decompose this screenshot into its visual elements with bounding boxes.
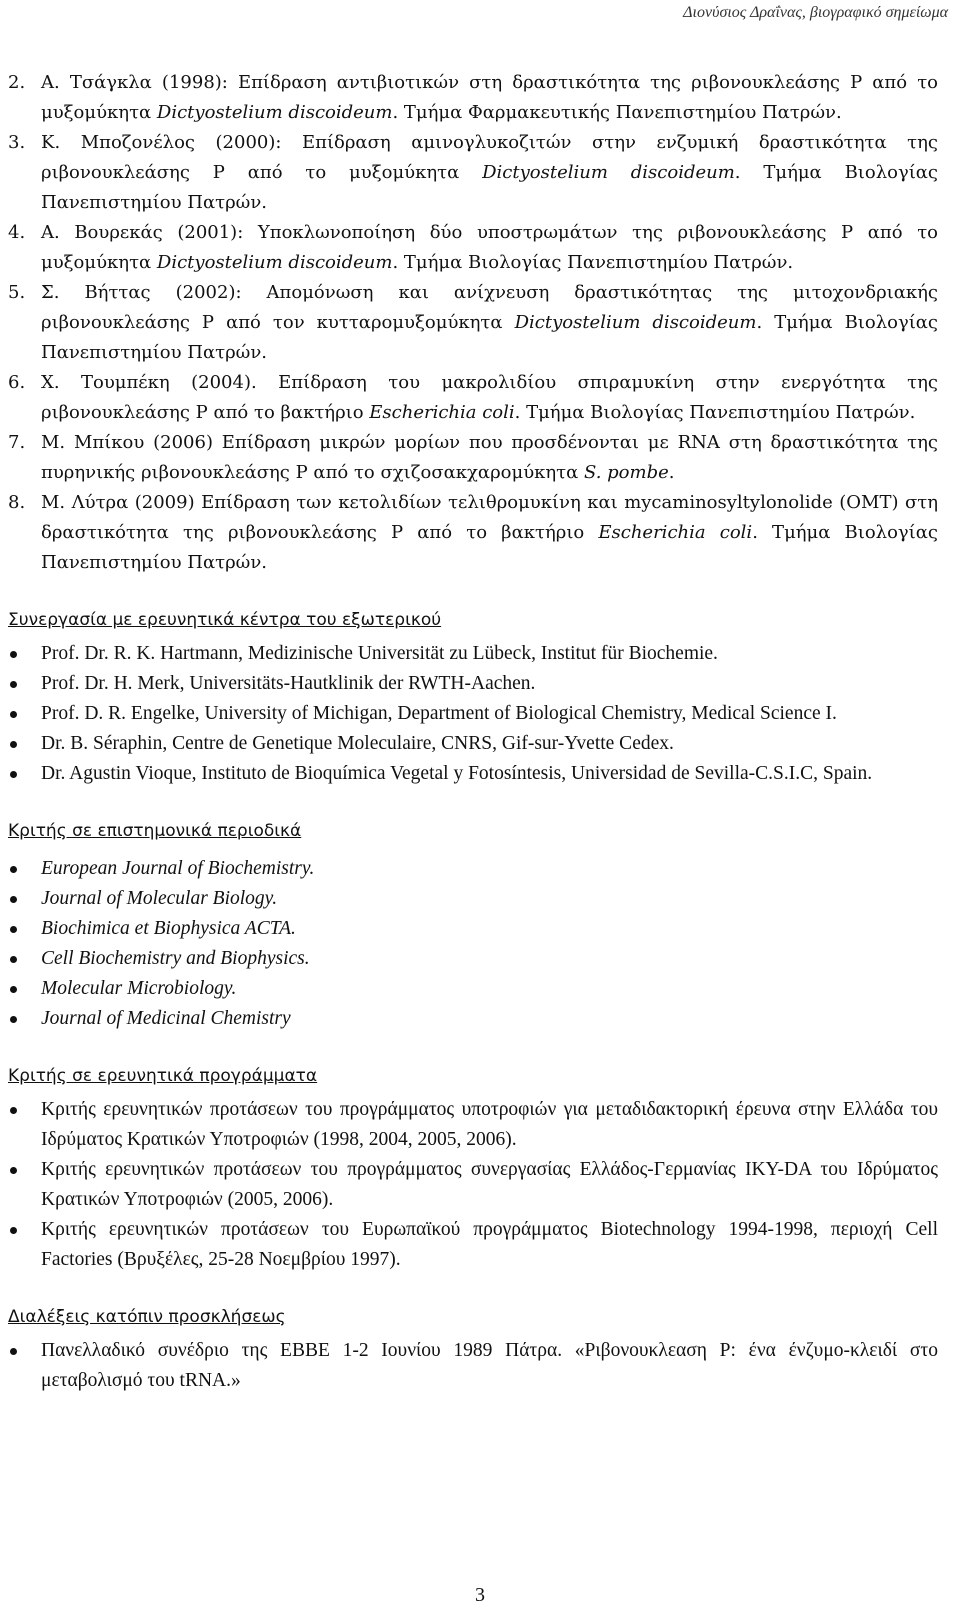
bullet-icon xyxy=(10,1348,17,1355)
bullet-icon xyxy=(10,866,17,873)
lectures-heading: Διαλέξεις κατόπιν προσκλήσεως xyxy=(8,1307,286,1327)
thesis-item-6: 6. Χ. Τουμπέκη (2004). Επίδραση του μακρολιδίου σπιραμυκίνη στην ενεργότητα της ριβονουκλεάσης P από το βακτήριο Escherichia coli. Τμήμα Βιολογίας Πανεπιστημίου Πατρών. xyxy=(8,368,938,428)
programs-list xyxy=(8,1095,938,1275)
journal-item: Cell Biochemistry and Biophysics. xyxy=(8,944,938,974)
bullet-icon xyxy=(10,926,17,933)
collaboration-item: Prof. D. R. Engelke, University of Michigan, Department of Biological Chemistry, Medical Science I. xyxy=(8,699,938,729)
program-item: Κριτής ερευνητικών προτάσεων του Ευρωπαϊκού προγράμματος Biotechnology 1994-1998, περιοχή Cell Factories (Βρυξέλες, 25-28 Νοεμβρίου 1997). xyxy=(8,1215,938,1275)
collaboration-item: Dr. B. Séraphin, Centre de Genetique Moleculaire, CNRS, Gif-sur-Yvette Cedex. xyxy=(8,729,938,759)
bullet-icon xyxy=(10,896,17,903)
bullet-icon xyxy=(10,741,17,748)
thesis-number: 3. xyxy=(8,132,26,153)
journal-item: Journal of Molecular Biology. xyxy=(8,884,938,914)
bullet-icon xyxy=(10,711,17,718)
bullet-icon xyxy=(10,1167,17,1174)
thesis-item-7: 7. Μ. Μπίκου (2006) Επίδραση μικρών μορίων που προσδένονται με RNA στη δραστικότητα της πυρηνικής ριβονουκλεάσης P από το σχιζοσακχαρομύκητα S. pombe. xyxy=(8,428,938,488)
thesis-item-5: 5. Σ. Βήττας (2002): Απομόνωση και ανίχνευση δραστικότητας της μιτοχονδριακής ριβονουκλεάσης P από τον κυτταρομυξομύκητα Dictyostelium discoideum. Τμήμα Βιολογίας Πανεπιστημίου Πατρών. xyxy=(8,278,938,368)
thesis-item-4: 4. Α. Βουρεκάς (2001): Υποκλωνοποίηση δύο υποστρωμάτων της ριβονουκλεάσης P από το μυξομύκητα Dictyostelium discoideum. Τμήμα Βιολογίας Πανεπιστημίου Πατρών. xyxy=(8,218,938,278)
journal-item: Molecular Microbiology. xyxy=(8,974,938,1004)
bullet-icon xyxy=(10,771,17,778)
thesis-number: 2. xyxy=(8,72,26,93)
lectures-list xyxy=(8,1336,938,1396)
bullet-icon xyxy=(10,1016,17,1023)
journal-item: Biochimica et Biophysica ACTA. xyxy=(8,914,938,944)
collaboration-item: Prof. Dr. R. K. Hartmann, Medizinische Universität zu Lübeck, Institut für Biochemie. xyxy=(8,639,938,669)
page-content xyxy=(8,68,938,1396)
thesis-number: 7. xyxy=(8,432,26,453)
thesis-number: 6. xyxy=(8,372,26,393)
thesis-number: 5. xyxy=(8,282,26,303)
journal-item: European Journal of Biochemistry. xyxy=(8,854,938,884)
thesis-item-8: 8. Μ. Λύτρα (2009) Επίδραση των κετολιδίων τελιθρομυκίνη και mycaminosyltylonolide (OMT) στη δραστικότητα της ριβονουκλεάσης P από το βακτήριο Escherichia coli. Τμήμα Βιολογίας Πανεπιστημίου Πατρών. xyxy=(8,488,938,578)
journals-heading: Κριτής σε επιστημονικά περιοδικά xyxy=(8,821,302,841)
thesis-number: 4. xyxy=(8,222,26,243)
running-header: Διονύσιος Δραΐνας, βιογραφικό σημείωμα xyxy=(683,4,948,21)
species-name: Dictyostelium discoideum xyxy=(514,312,757,333)
journals-list xyxy=(8,854,938,1034)
thesis-number: 8. xyxy=(8,492,26,513)
species-name: Dictyostelium discoideum xyxy=(156,102,393,123)
species-name: S. pombe xyxy=(584,462,669,483)
collaboration-list xyxy=(8,639,938,789)
bullet-icon xyxy=(10,651,17,658)
bullet-icon xyxy=(10,1227,17,1234)
journal-item: Journal of Medicinal Chemistry xyxy=(8,1004,938,1034)
bullet-icon xyxy=(10,681,17,688)
page-number: 3 xyxy=(475,1584,485,1606)
thesis-item-3: 3. Κ. Μποζονέλος (2000): Επίδραση αμινογλυκοζιτών στην ενζυμική δραστικότητα της ριβονουκλεάσης P από το μυξομύκητα Dictyostelium discoideum. Τμήμα Βιολογίας Πανεπιστημίου Πατρών. xyxy=(8,128,938,218)
species-name: Dictyostelium discoideum xyxy=(156,252,393,273)
bullet-icon xyxy=(10,1107,17,1114)
program-item: Κριτής ερευνητικών προτάσεων του προγράμματος υποτροφιών για μεταδιδακτορική έρευνα στην Ελλάδα του Ιδρύματος Κρατικών Υποτροφιών (1998, 2004, 2005, 2006). xyxy=(8,1095,938,1155)
bullet-icon xyxy=(10,986,17,993)
species-name: Dictyostelium discoideum xyxy=(482,162,735,183)
collaboration-item: Dr. Agustin Vioque, Instituto de Bioquímica Vegetal y Fotosíntesis, Universidad de Sevilla-C.S.I.C, Spain. xyxy=(8,759,938,789)
thesis-item-2: 2. Α. Τσάγκλα (1998): Επίδραση αντιβιοτικών στη δραστικότητα της ριβονουκλεάσης P από το μυξομύκητα Dictyostelium discoideum. Τμήμα Φαρμακευτικής Πανεπιστημίου Πατρών. xyxy=(8,68,938,128)
program-item: Κριτής ερευνητικών προτάσεων του προγράμματος συνεργασίας Ελλάδος-Γερμανίας ΙΚΥ-DA του Ιδρύματος Κρατικών Υποτροφιών (2005, 2006). xyxy=(8,1155,938,1215)
bullet-icon xyxy=(10,956,17,963)
collaboration-heading: Συνεργασία με ερευνητικά κέντρα του εξωτερικού xyxy=(8,610,442,630)
species-name: Escherichia coli xyxy=(598,522,753,543)
collaboration-item: Prof. Dr. H. Merk, Universitäts-Hautklinik der RWTH-Aachen. xyxy=(8,669,938,699)
programs-heading: Κριτής σε ερευνητικά προγράμματα xyxy=(8,1066,318,1086)
lecture-item: Πανελλαδικό συνέδριο της ΕΒΒΕ 1-2 Ιουνίου 1989 Πάτρα. «Ριβονουκλεαση Ρ: ένα ένζυμο-κλειδί στο μεταβολισμό του tRNA.» xyxy=(8,1336,938,1396)
species-name: Escherichia coli xyxy=(369,402,515,423)
supervised-theses-list xyxy=(8,68,938,578)
